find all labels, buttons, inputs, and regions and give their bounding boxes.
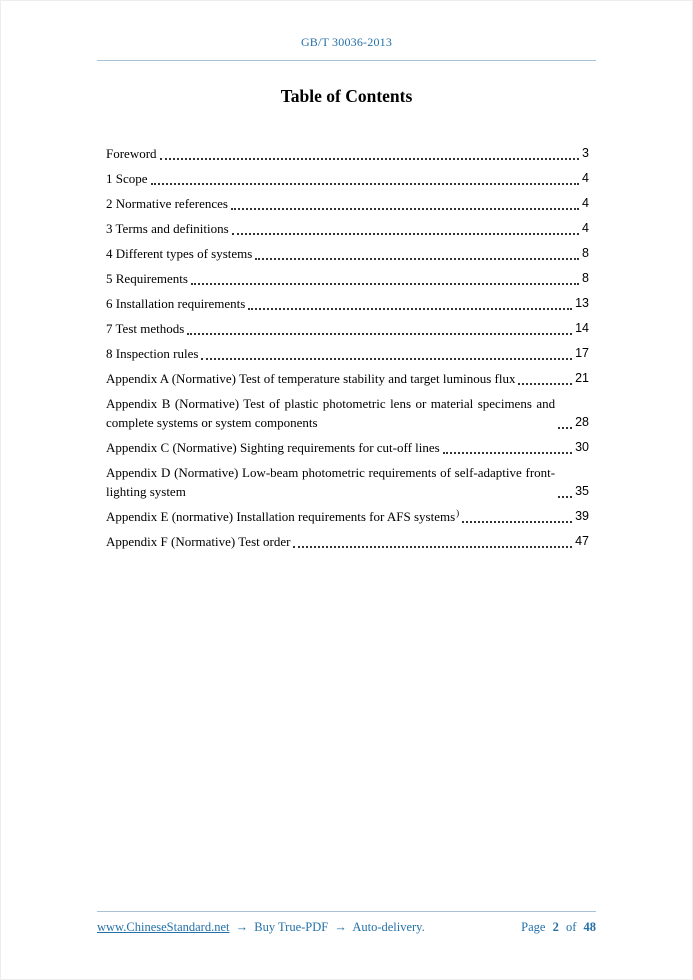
toc-entry-label <box>106 194 228 213</box>
toc-entry-page: 4 <box>582 221 589 235</box>
footer-promo <box>97 920 428 935</box>
toc-leader-dots <box>518 383 572 385</box>
toc-entry-text: Appendix E (normative) Installation requirements for AFS systems <box>106 509 456 524</box>
toc-entry <box>106 219 589 238</box>
toc-entry <box>106 144 589 163</box>
toc-entry-label <box>106 219 229 238</box>
toc-entry <box>106 532 589 551</box>
toc-entry <box>106 269 589 288</box>
buy-label: Buy True-PDF <box>254 920 329 934</box>
toc-entry-label <box>106 344 198 363</box>
toc-entry-text: Appendix F (Normative) Test order <box>106 534 291 549</box>
arrow-icon: → <box>235 920 249 934</box>
toc-entry-text: 3 Terms and definitions <box>106 221 229 236</box>
toc-leader-dots <box>255 258 579 260</box>
toc-entry-text: Foreword <box>106 146 157 161</box>
toc-entry-text: Appendix B (Normative) Test of plastic photometric lens or material specimens and complete systems or system components <box>106 396 556 430</box>
toc-leader-dots <box>443 452 572 454</box>
toc-entry-text: 5 Requirements <box>106 271 188 286</box>
toc-entry-label <box>106 394 555 432</box>
toc-leader-dots <box>293 546 572 548</box>
toc-list <box>106 144 589 551</box>
toc-entry <box>106 438 589 457</box>
toc-entry-text: 1 Scope <box>106 171 148 186</box>
toc-entry-text: Appendix A (Normative) Test of temperature stability and target luminous flux <box>106 371 516 386</box>
toc-leader-dots <box>558 496 572 498</box>
page-footer <box>97 911 596 935</box>
toc-entry-text: Appendix D (Normative) Low-beam photometric requirements of self-adaptive front-lighting system <box>106 465 556 499</box>
delivery-label: Auto-delivery. <box>352 920 425 934</box>
toc-entry <box>106 463 589 501</box>
toc-entry-label <box>106 294 245 313</box>
toc-entry-label <box>106 438 440 457</box>
toc-entry-text: 6 Installation requirements <box>106 296 246 311</box>
toc-entry-label <box>106 507 459 526</box>
toc-entry <box>106 294 589 313</box>
toc-leader-dots <box>201 358 572 360</box>
toc-entry-page: 13 <box>575 296 589 310</box>
toc-entry-label <box>106 532 290 551</box>
toc-leader-dots <box>558 427 572 429</box>
doc-number: GB/T 30036-2013 <box>300 35 393 49</box>
arrow-icon: → <box>334 920 347 934</box>
toc-entry-page: 47 <box>575 534 589 548</box>
toc-entry <box>106 194 589 213</box>
toc-entry-label <box>106 269 188 288</box>
toc-entry-page: 35 <box>575 484 589 498</box>
site-link[interactable]: www.ChineseStandard.net <box>97 920 230 934</box>
toc-entry-page: 39 <box>575 509 589 523</box>
toc-entry-label <box>106 319 184 338</box>
toc-entry-label <box>106 463 555 501</box>
toc-entry <box>106 369 589 388</box>
page-indicator <box>517 920 596 935</box>
toc-entry-page: 17 <box>575 346 589 360</box>
header-rule <box>97 60 596 61</box>
toc-entry <box>106 344 589 363</box>
toc-entry <box>106 319 589 338</box>
toc-leader-dots <box>151 183 580 185</box>
toc-entry-page: 30 <box>575 440 589 454</box>
toc-entry-page: 8 <box>582 271 589 285</box>
toc-entry <box>106 394 589 432</box>
toc-entry-text: 2 Normative references <box>106 196 228 211</box>
toc-entry <box>106 507 589 526</box>
toc-entry-label <box>106 244 252 263</box>
of-label: of <box>565 920 577 934</box>
toc-leader-dots <box>248 308 572 310</box>
toc-entry-page: 8 <box>582 246 589 260</box>
toc-entry-label <box>106 169 148 188</box>
page-title: Table of Contents <box>280 86 413 106</box>
toc-leader-dots <box>187 333 572 335</box>
toc-entry-page: 14 <box>575 321 589 335</box>
toc-leader-dots <box>160 158 580 160</box>
toc-entry-label <box>106 144 157 163</box>
toc-entry-page: 4 <box>582 196 589 210</box>
toc-entry-page: 21 <box>575 371 589 385</box>
toc-leader-dots <box>232 233 579 235</box>
toc-entry-text: 4 Different types of systems <box>106 246 253 261</box>
toc-entry-superscript: ) <box>456 507 460 518</box>
page-current: 2 <box>552 920 559 934</box>
toc-leader-dots <box>462 521 572 523</box>
toc-entry-text: Appendix C (Normative) Sighting requirements for cut-off lines <box>106 440 440 455</box>
page-total: 48 <box>583 920 596 934</box>
toc-entry-page: 3 <box>582 146 589 160</box>
toc-entry-text: 8 Inspection rules <box>106 346 199 361</box>
toc-leader-dots <box>191 283 579 285</box>
toc-leader-dots <box>231 208 579 210</box>
toc-entry-page: 28 <box>575 415 589 429</box>
toc-entry-label <box>106 369 515 388</box>
toc-entry <box>106 244 589 263</box>
page-label: Page <box>521 920 546 934</box>
toc-entry <box>106 169 589 188</box>
toc-entry-page: 4 <box>582 171 589 185</box>
toc-entry-text: 7 Test methods <box>106 321 185 336</box>
